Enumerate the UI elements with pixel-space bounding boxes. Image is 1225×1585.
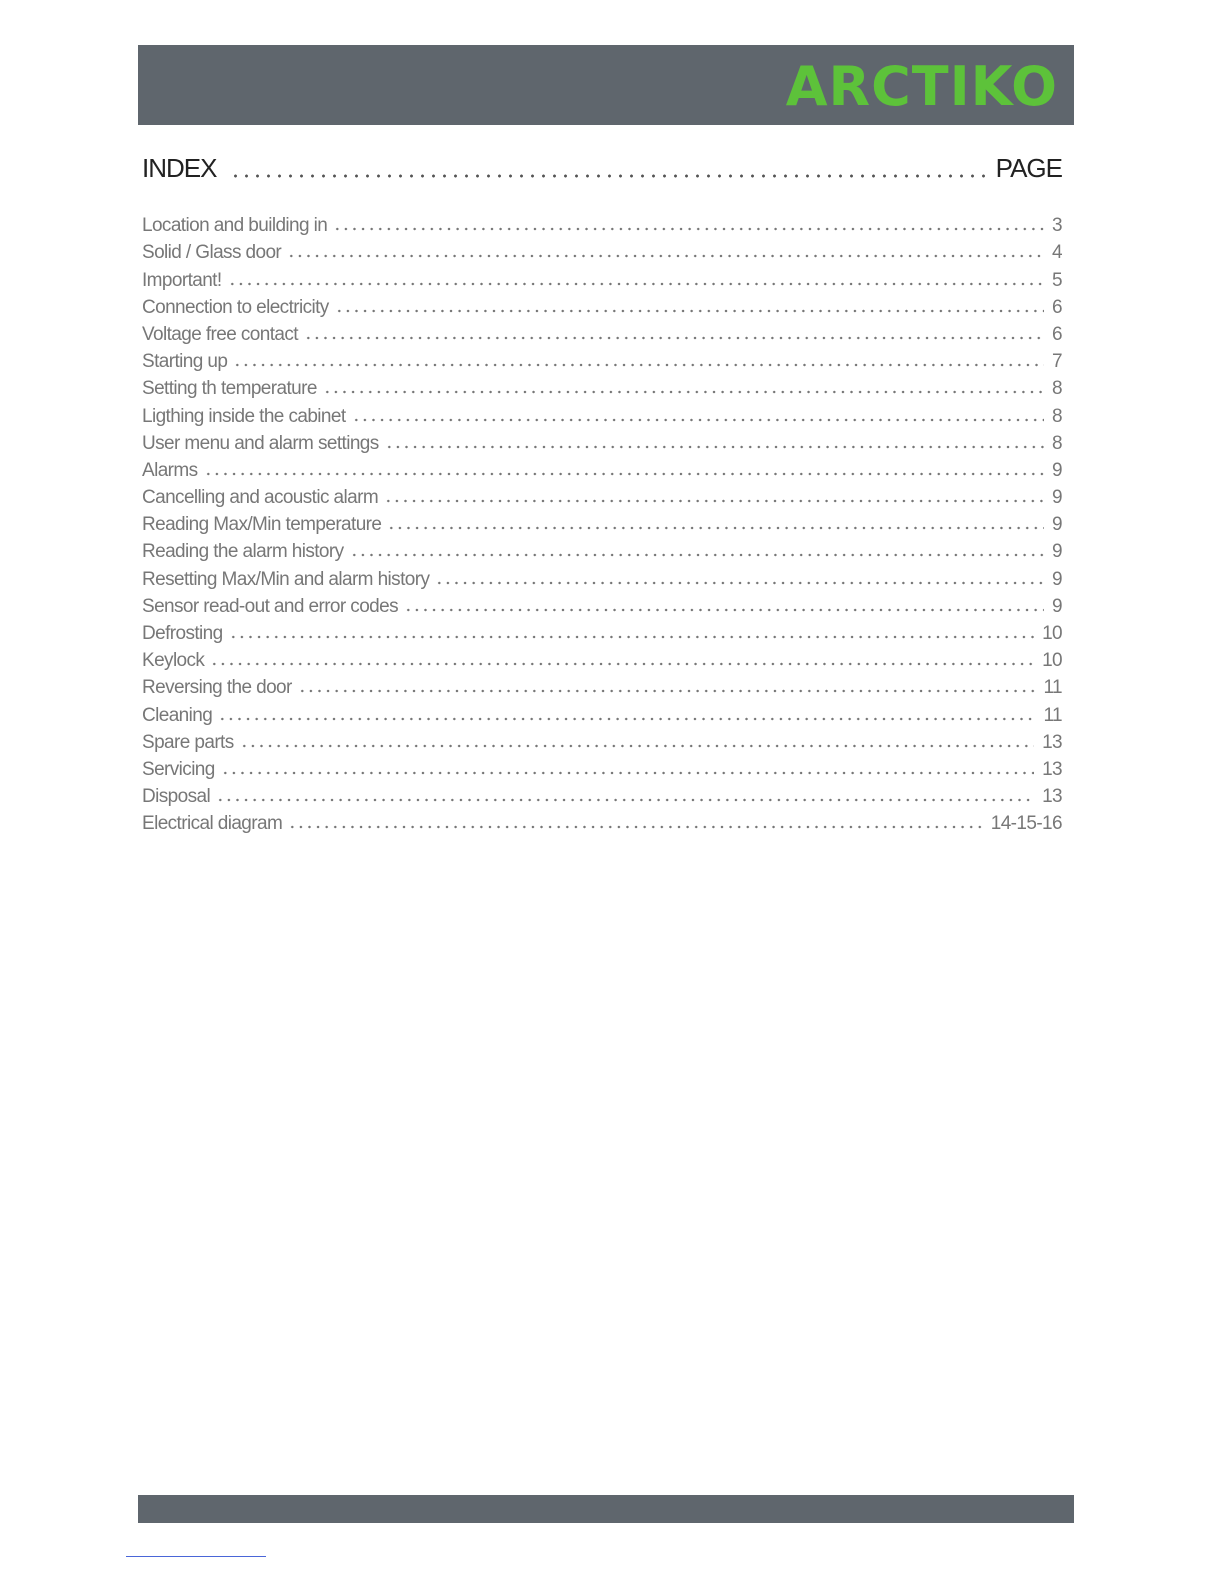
heading-dot-leader xyxy=(230,174,989,178)
entry-title: Reading Max/Min temperature xyxy=(142,514,382,536)
arctiko-logo: ARCTIKO xyxy=(785,55,1058,118)
dot-leader xyxy=(387,526,1044,530)
entry-title: Resetting Max/Min and alarm history xyxy=(142,568,430,590)
dot-leader xyxy=(298,689,1036,693)
index-entry xyxy=(142,563,1062,590)
entry-page: 7 xyxy=(1052,351,1062,373)
entry-title: Location and building in xyxy=(142,215,328,237)
entry-page: 13 xyxy=(1042,786,1062,808)
index-entry xyxy=(142,482,1062,509)
dot-leader xyxy=(216,798,1034,802)
index-entry xyxy=(142,210,1062,237)
dot-leader xyxy=(288,825,983,829)
index-heading: INDEX xyxy=(142,153,217,183)
dot-leader xyxy=(384,499,1044,503)
page-heading: PAGE xyxy=(995,153,1062,183)
index-entry xyxy=(142,699,1062,726)
dot-leader xyxy=(218,717,1035,721)
entry-title: Keylock xyxy=(142,650,205,672)
index-entry xyxy=(142,428,1062,455)
index-entry xyxy=(142,754,1062,781)
entry-page: 3 xyxy=(1052,215,1062,237)
entry-title: Voltage free contact xyxy=(142,323,298,345)
entry-page: 8 xyxy=(1052,432,1062,454)
index-entry xyxy=(142,400,1062,427)
index-entry xyxy=(142,645,1062,672)
index-entry xyxy=(142,727,1062,754)
entry-page: 13 xyxy=(1042,758,1062,780)
entry-page: 11 xyxy=(1043,677,1062,699)
entry-page: 6 xyxy=(1052,323,1062,345)
entry-title: Reversing the door xyxy=(142,677,292,699)
entry-title: Servicing xyxy=(142,758,215,780)
entry-title: Disposal xyxy=(142,786,211,808)
dot-leader xyxy=(240,744,1034,748)
entry-title: Cancelling and acoustic alarm xyxy=(142,487,379,509)
entry-page: 4 xyxy=(1052,242,1062,264)
entry-title: Sensor read-out and error codes xyxy=(142,595,399,617)
entry-title: Electrical diagram xyxy=(142,813,283,835)
entry-title: Alarms xyxy=(142,459,198,481)
dot-leader xyxy=(435,581,1044,585)
index-list xyxy=(142,210,1062,835)
dot-leader xyxy=(221,771,1034,775)
entry-page: 9 xyxy=(1052,568,1062,590)
entry-page: 9 xyxy=(1052,459,1062,481)
index-entry xyxy=(142,264,1062,291)
index-entry xyxy=(142,536,1062,563)
dot-leader xyxy=(304,336,1044,340)
entry-title: Spare parts xyxy=(142,731,234,753)
entry-page: 8 xyxy=(1052,378,1062,400)
entry-title: Connection to electricity xyxy=(142,296,329,318)
index-entry xyxy=(142,455,1062,482)
bottom-rule xyxy=(126,1556,266,1557)
index-heading-row xyxy=(142,152,1062,184)
entry-page: 10 xyxy=(1042,623,1062,644)
entry-page: 8 xyxy=(1052,405,1062,427)
index-entry xyxy=(142,808,1062,835)
dot-leader xyxy=(385,445,1044,449)
index-entry xyxy=(142,781,1062,808)
dot-leader xyxy=(404,608,1044,612)
entry-title: Ligthing inside the cabinet xyxy=(142,405,346,427)
dot-leader xyxy=(335,309,1044,313)
entry-title: Reading the alarm history xyxy=(142,541,344,563)
dot-leader xyxy=(233,363,1044,367)
entry-page: 9 xyxy=(1052,595,1062,617)
index-entry xyxy=(142,591,1062,618)
entry-page: 10 xyxy=(1042,650,1062,672)
entry-page: 13 xyxy=(1042,731,1062,753)
dot-leader xyxy=(287,254,1044,258)
dot-leader xyxy=(352,418,1045,422)
dot-leader xyxy=(333,227,1044,231)
entry-title: Starting up xyxy=(142,351,228,373)
entry-page: 9 xyxy=(1052,487,1062,509)
dot-leader xyxy=(204,472,1045,476)
index-entry xyxy=(142,373,1062,400)
entry-page: 9 xyxy=(1052,514,1062,536)
index-entry xyxy=(142,319,1062,346)
entry-page: 11 xyxy=(1043,704,1062,726)
dot-leader xyxy=(228,282,1044,286)
header-bar xyxy=(138,45,1074,125)
index-entry xyxy=(142,618,1062,645)
dot-leader xyxy=(350,553,1045,557)
index-entry xyxy=(142,509,1062,536)
entry-page: 9 xyxy=(1052,541,1062,563)
index-entry xyxy=(142,346,1062,373)
dot-leader xyxy=(323,390,1044,394)
entry-title: User menu and alarm settings xyxy=(142,432,379,454)
entry-title: Cleaning xyxy=(142,704,213,726)
entry-title: Setting th temperature xyxy=(142,378,317,400)
dot-leader xyxy=(229,635,1034,639)
index-entry xyxy=(142,672,1062,699)
dot-leader xyxy=(210,662,1034,666)
entry-page: 14-15-16 xyxy=(990,813,1062,835)
entry-title: Defrosting xyxy=(142,623,223,644)
entry-title: Solid / Glass door xyxy=(142,242,282,264)
entry-page: 5 xyxy=(1052,269,1062,291)
entry-title: Important! xyxy=(142,269,222,291)
index-entry xyxy=(142,237,1062,264)
entry-page: 6 xyxy=(1052,296,1062,318)
footer-bar xyxy=(138,1495,1074,1523)
index-entry xyxy=(142,292,1062,319)
